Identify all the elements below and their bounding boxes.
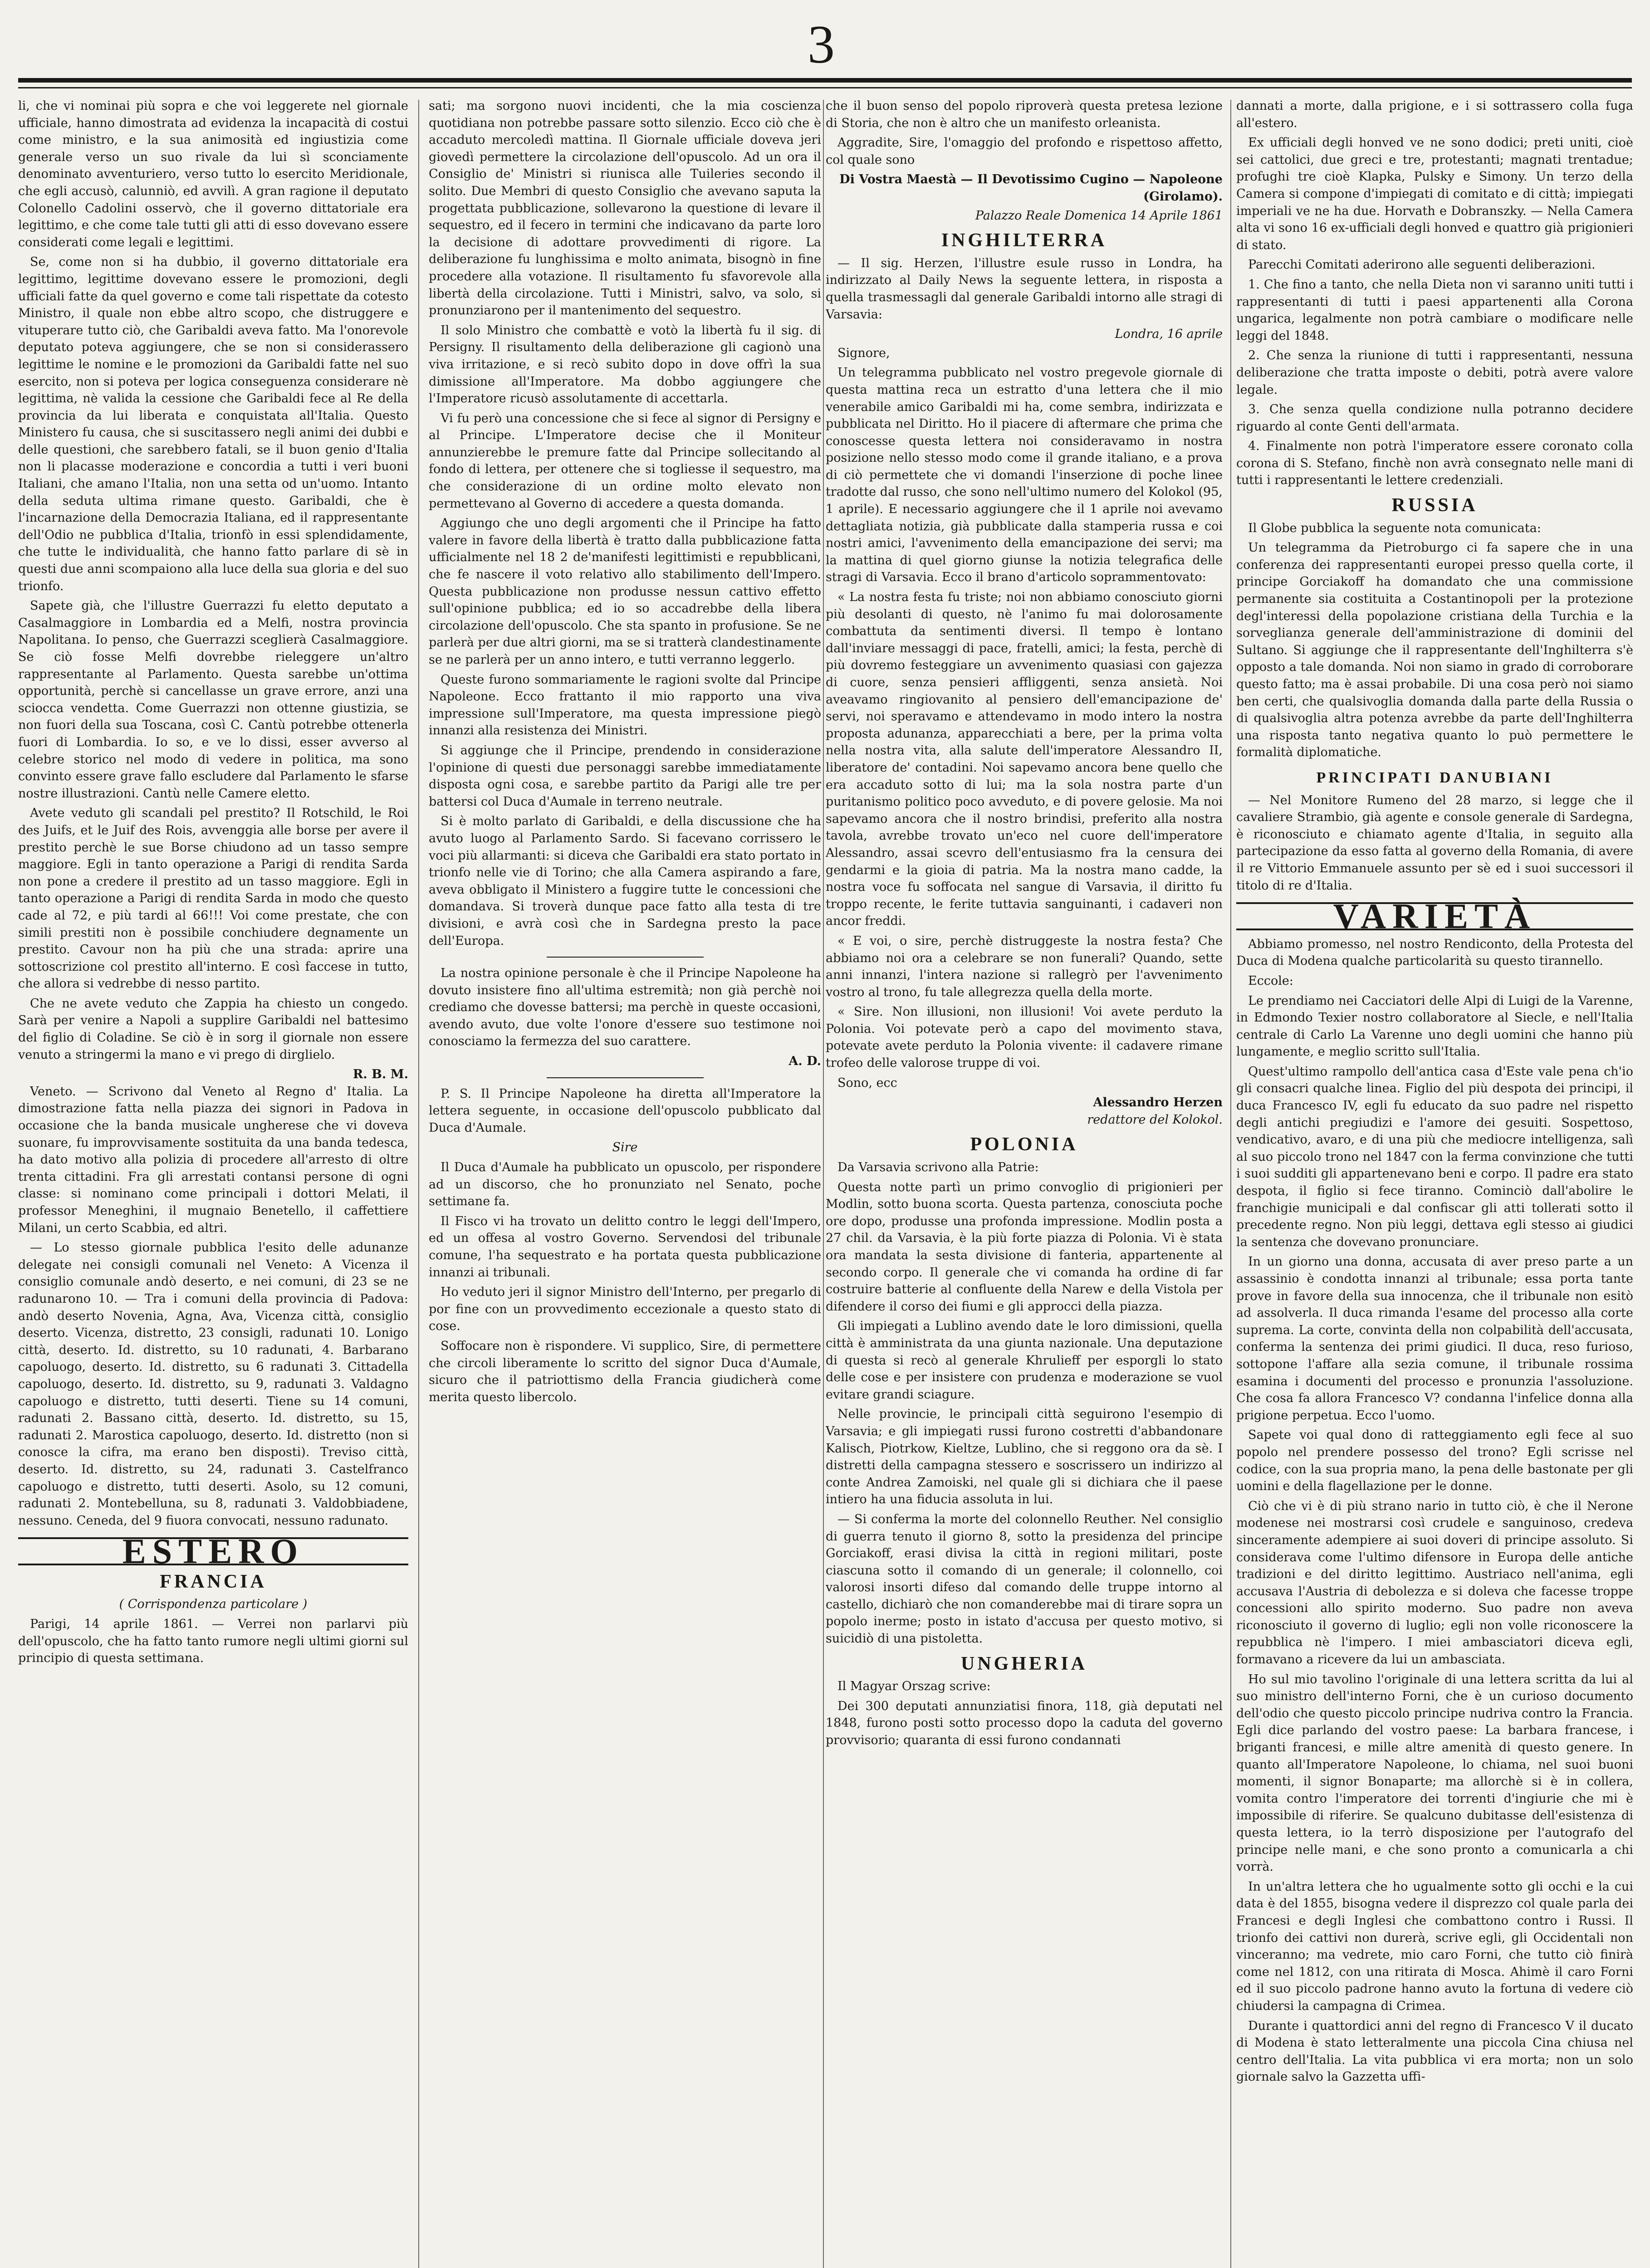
- paragraph: P. S. Il Principe Napoleone ha diretta all'Imperatore la lettera seguente, in occasione dell'opuscolo pubblicato dal Duca d'Aumale.: [429, 1086, 821, 1135]
- signature: Alessandro Herzen: [1093, 1095, 1223, 1110]
- paragraph: Gli impiegati a Lublino avendo date le loro dimissioni, quella città è amministrata da una giunta nazionale. Una deputazione di questa si recò al generale Khrulieff per esporgli lo stato delle cose e per insistere con prudenza e moderazione se vuol evitare grandi sciagure.: [826, 1319, 1223, 1402]
- paragraph: Se, come non si ha dubbio, il governo dittatoriale era legittimo, legittime dovevano essere le promozioni, degli ufficiali fatte da quel governo e come tali rispettate da cotesto Ministro, il quale non ebbe altro scopo, che distruggere e vituperare tutto ciò, che Garibaldi aveva fatto. Ma l'onorevole deputato poteva aggiungere, che se non si considerassero legittime le nomine e le promozioni da Garibaldi fatte nel suo esercito, non si poteva per logica conseguenza considerare nè legittima, nè valida la cessione che Garibaldi fece al Re della provincia da lui liberata e conquistata all'Italia. Questo Ministero fu causa, che si suscitassero negli animi dei dubbi e delle questioni, che sarebbero fatali, se il buon genio d'Italia non li placasse moderazione e concordia a tutti i veri buoni Italiani, che amano l'Italia, non una setta od un'uomo. Intanto della seduta ultima rimane questo. Garibaldi, che è l'incarnazione della Democrazia Italiana, ed il rappresentante dell'Odio ne pubblica d'Italia, trionfò in essi splendidamente, che tutte le individualità, che hanno fatto parlare di sè in questi due anni scompaiono alla luce della sua gloria e del suo trionfo.: [18, 255, 408, 593]
- paragraph: 3. Che senza quella condizione nulla potranno decidere riguardo al conte Genti dell'armata.: [1236, 402, 1633, 434]
- paragraph: Parecchi Comitati aderirono alle seguenti deliberazioni.: [1248, 258, 1596, 272]
- paragraph: Parigi, 14 aprile 1861. — Verrei non parlarvi più dell'opuscolo, che ha fatto tanto rumore negli ultimi giorni sul principio di questa settimana.: [18, 1617, 408, 1666]
- section-heading-inghilterra: INGHILTERRA: [941, 230, 1107, 251]
- paragraph: 1. Che fino a tanto, che nella Dieta non vi saranno uniti tutti i rappresentanti di tutti i paesi appartenenti alla Corona ungarica, legalmente non potrà cambiare o modificare nelle leggi del 1848.: [1236, 277, 1633, 343]
- section-heading-estero: ESTERO: [18, 1537, 408, 1565]
- paragraph: Durante i quattordici anni del regno di Francesco V il ducato di Modena è stato letteralmente una piccola Cina chiusa nel centro dell'Italia. La vita pubblica vi era morta; non un solo giornale salvo la Gazzetta uffi-: [1236, 2019, 1633, 2084]
- paragraph: Il Globe pubblica la seguente nota comunicata:: [1248, 521, 1541, 535]
- paragraph: Sapete voi qual dono di ratteggiamento egli fece al suo popolo nel prendere possesso del trono? Egli scrisse nel codice, con la sua propria mano, la pena delle bastonate per gli uomini e della flagellazione per le donne.: [1236, 1428, 1633, 1494]
- column-divider: [1230, 100, 1231, 2268]
- paragraph: Ho veduto jeri il signor Ministro dell'Interno, per pregarlo di por fine con un provvedimento eccezionale a questo stato di cose.: [429, 1285, 821, 1334]
- paragraph: — Nel Monitore Rumeno del 28 marzo, si legge che il cavaliere Strambio, già agente e console generale di Sardegna, è riconosciuto e chiamato agente d'Italia, in seguito alla partecipazione da esso fatta al governo della Romania, di avere il re Vittorio Emmanuele assunto per sè ed i suoi successori il titolo di re d'Italia.: [1236, 793, 1633, 893]
- paragraph: Il solo Ministro che combattè e votò la libertà fu il sig. di Persigny. Il risultamento della deliberazione gli cagionò una viva irritazione, e si recò subito dopo in dove offrì la sua dimissione all'Imperatore. Ma dobbo aggiungere che l'Imperatore ricusò assolutamente di accettarla.: [429, 323, 821, 406]
- paragraph: La nostra opinione personale è che il Principe Napoleone ha dovuto insistere fino all'ultima estremità; non già perchè noi crediamo che dovesse battersi; ma perchè in queste occasioni, avendo avuto, due volte l'onore d'essere suo testimone noi conosciamo la fermezza del suo carattere.: [429, 966, 821, 1049]
- salutation: Signore,: [837, 346, 890, 360]
- separator: [547, 1077, 704, 1078]
- paragraph: Ciò che vi è di più strano nario in tutto ciò, è che il Nerone modenese nei mostrarsi così crudele e sanguinoso, credeva sinceramente adempiere ai suoi doveri di principe assoluto. Si considerava come l'ultimo difensore in Europa delle antiche tradizioni e del diritto legittimo. Austriaco nell'anima, egli accusava l'Austria di debolezza e si doleva che facesse troppe concessioni allo spirito moderno. Suo padre non aveva riconosciuto il governo di luglio; egli non volle riconoscere la repubblica nè l'impero. I miei ambasciatori diceva egli, formavano a ricevere da lui un ambasciata.: [1236, 1499, 1633, 1667]
- column-1: [18, 98, 408, 2268]
- signature-title: redattore del Kolokol.: [1087, 1112, 1223, 1127]
- paragraph: Un telegramma pubblicato nel vostro pregevole giornale di questa mattina reca un estratto d'una lettera che il mio venerabile amico Garibaldi mi ha, come sembra, indirizzata e pubblicata nel Diritto. Ho il piacere di aftermare che prima che conoscesse questa lettera noi consideravamo in nostra posizione nello stesso modo come il grande italiano, e a prova di ciò permettete che vi domandi l'inserzione di poche linee tradotte dal russo, che sono nell'ultimo numero del Kolokol (95, 1 aprile). E necessario aggiungere che il 1 aprile noi avevamo dettagliata notizia, già pubblicate dalla stamperia russa e coi nostri amici, l'avvenimento della emancipazione dei servi; ma la mattina di quel giorno giunse la notizia telegrafica delle stragi di Varsavia. Ecco il brano d'articolo soprammentovato:: [826, 366, 1223, 585]
- paragraph: Avete veduto gli scandali pel prestito? Il Rotschild, le Roi des Juifs, et le Juif des Rois, avvenggia alle borse per avere il prestito perchè le sue Borse chiudono ad un tasso sempre maggiore. Egli in tanto operazione a Parigi di rendita Sarda non pone a credere il prestito ad un tasso maggiore. Egli in tanto operazione a Parigi di rendita Sarda in modo che questo cade al 72, e più tardi al 66!!! Voi come prestate, che con simili prestiti non è possibile conchiudere degnamente un prestito. Cavour non ha più che una strada: aprire una sottoscrizione col prestito all'interno. E così faccese in tutto, che allora si vedrebbe di nesso partito.: [18, 806, 408, 991]
- header-rule-thin: [18, 87, 1632, 88]
- column-4: [1236, 98, 1633, 2268]
- paragraph: In un giorno una donna, accusata di aver preso parte a un assassinio è condotta innanzi al tribunale; essa porta tante prove in favore della sua innocenza, che il tribunale non esitò ad assolverla. Il duca rimanda l'esame del processo alla corte suprema. La corte, convinta della non colpabilità dell'accusata, conferma la sentenza dei primi giudici. Il duca, reso furioso, sottopone l'affare alla sezia comune, il tribunale rossima esamina i documenti del processo e pronunzia l'assoluzione. Che cosa fa allora Francesco V? condanna l'infelice donna alla prigione perpetua. Ecco l'uomo.: [1236, 1255, 1633, 1422]
- paragraph: 2. Che senza la riunione di tutti i rappresentanti, nessuna deliberazione che tratta imposte o debiti, potrà avere valore legale.: [1236, 348, 1633, 397]
- paragraph: Il Duca d'Aumale ha pubblicato un opuscolo, per rispondere ad un discorso, che ho pronunziato nel Senato, poche settimane fa.: [429, 1160, 821, 1209]
- paragraph: In un'altra lettera che ho ugualmente sotto gli occhi e la cui data è del 1855, bisogna vedere il disprezzo col quale parla dei Francesi e degli Inglesi che combattono contro i Russi. Il trionfo dei cattivi non durerà, scrive egli, gli Occidentali non vinceranno; ma vedrete, mio caro Forni, che tutto ciò finirà come nel 1812, con una ritirata di Mosca. Ahimè il caro Forni ed il suo piccolo padrone hanno avuto la fortuna di vedere ciò chiudersi la campagna di Crimea.: [1236, 1879, 1633, 2013]
- paragraph: Il Fisco vi ha trovato un delitto contro le leggi dell'Impero, ed un offesa al vostro Governo. Servendosi del tribunale comune, l'ha sequestrato e ha portata questa pubblicazione innanzi ai tribunali.: [429, 1214, 821, 1280]
- paragraph: Veneto. — Scrivono dal Veneto al Regno d' Italia. La dimostrazione fatta nella piazza dei signori in Padova in occasione che la banda musicale ungherese che vi doveva suonare, fu improvvisamente sostituita da una banda tedesca, ha dato motivo alla polizia di procedere all'arresto di oltre trenta cittadini. Fra gli arrestati contansi persone di ogni classe: si nominano come principali i dottori Melati, il professor Meneghini, il mugnaio Benetello, il caffettiere Milani, un certo Scabbia, ed altri.: [18, 1084, 408, 1235]
- paragraph: Si è molto parlato di Garibaldi, e della discussione che ha avuto luogo al Parlamento Sardo. Si facevano corrissero le voci più allarmanti: si diceva che Garibaldi era stato portato in trionfo nelle vie di Torino; che alla Camera aspirando a fare, aveva obbligato il Ministero a fuggire tutte le concessioni che domandava. Si troverà dunque pace fatto alla testa di tre divisioni, e avrà così che in Sardegna presto la pace dell'Europa.: [429, 814, 821, 948]
- paragraph: Un telegramma da Pietroburgo ci fa sapere che in una conferenza dei rappresentanti europei presso quella corte, il principe Gorciakoff ha domandato che una commissione permanente sia costituita a Costantinopoli per la protezione degl'interessi della popolazione cristiana della Turchia e la sorveglianza generale dell'amministrazione di dominii del Sultano. Si aggiunge che il rappresentante dell'Inghilterra s'è opposto a tale domanda. Noi non siamo in grado di corroborare questo fatto; ma è assai probabile. Di una cosa però noi siamo ben certi, che qualsivoglia domanda dalla parte della Russia o di qualsivoglia altra potenza avrebbe da parte dell'Inghilterra una risposta tanto negativa quanto lo può permettere le formalità diplomatiche.: [1236, 541, 1633, 760]
- page-number: 3: [808, 14, 835, 74]
- section-heading-francia: FRANCIA: [160, 1571, 267, 1592]
- paragraph: « Sire. Non illusioni, non illusioni! Voi avete perduto la Polonia. Voi potevate però a capo del movimento stava, potevate avete perduto la Polonia vivente: il cadavere rimane trofeo delle valorose truppe di voi.: [826, 1005, 1223, 1070]
- column-3: [826, 98, 1223, 2268]
- section-heading-principati: PRINCIPATI DANUBIANI: [1316, 769, 1553, 786]
- column-2: [429, 98, 821, 2268]
- paragraph: Aggradite, Sire, l'omaggio del profondo e rispettoso affetto, col quale sono: [826, 136, 1223, 167]
- column-divider: [823, 100, 824, 2268]
- paragraph: Quest'ultimo rampollo dell'antica casa d'Este vale pena ch'io gli consacri qualche linea. Figlio del più despota dei principi, il duca Francesco IV, egli fu educato da suo padre nel rispetto degli antichi pregiudizi e l'amore dei gesuiti. Sospettoso, vendicativo, avaro, e di una più che mediocre intelligenza, salì al suo piccolo trono nel 1847 con la ferma convinzione che tutti i suoi sudditi gli appartenevano beni e corpo. Il padre era stato despota, il figlio si fece tiranno. Cominciò dall'abolire le franchigie municipali e dal confiscar gli atti tollerati sotto il precedente regno. Non più leggi, dettava egli stesso ai giudici la sentenza che dovevano pronunciare.: [1236, 1064, 1633, 1249]
- paragraph: Ex ufficiali degli honved ve ne sono dodici; preti uniti, cioè sei cattolici, due greci e tre, protestanti; magnati trentadue; profughi tre cioè Klapka, Pulsky e Simony. Un terzo della Camera si compone d'impiegati di comitato e di città; impiegati imperiali ve ne ha due. Horvath e Dobranszky. — Nella Camera alta vi sono 16 ex-ufficiali degli honved e quattro già prigionieri di stato.: [1236, 136, 1633, 252]
- paragraph: Dei 300 deputati annunziatisi finora, 118, già deputati nel 1848, furono posti sotto processo dopo la caduta del governo provvisorio; quaranta di essi furono condannati: [826, 1699, 1223, 1748]
- paragraph: dannati a morte, dalla prigione, e i si sottrassero colla fuga all'estero.: [1236, 99, 1633, 130]
- section-heading-polonia: POLONIA: [970, 1134, 1078, 1155]
- paragraph: Aggiungo che uno degli argomenti che il Principe ha fatto valere in favore della libertà è tratto dalla pubblicazione fatta ufficialmente nel 18 2 de'manifesti legittimisti e repubblicani, che fe nascere il voto relativo allo stabilimento dell'Impero. Questa pubblicazione non produsse nessun cattivo effetto sull'opinione pubblica; ed io so accadrebbe della libera circolazione dell'opuscolo. Che sta spanto in profusione. Se ne parlerà per due altri giorni, ma se si tratterà clandestinamente se ne parlerà per un anno intero, e tutti verranno leggerlo.: [429, 516, 821, 667]
- paragraph: — Lo stesso giornale pubblica l'esito delle adunanze delegate nei consigli comunali nel Veneto: A Vicenza il consiglio comunale andò deserto, e nei comuni, di 23 se ne radunarono 10. — Tra i comuni della provincia di Padova: andò deserto Novenia, Agna, Ava, Vicenza città, consiglio deserto. Vicenza, distretto, 23 consigli, radunati 10. Lonigo città, deserto. Id. distretto, su 10 radunati, 4. Barbarano capoluogo, deserto. Id. distretto, su 6 radunati 3. Cittadella capoluogo, deserto. Id. distretto, su 9, radunati 3. Valdagno capoluogo e distretto, tutti deserti. Tiene su 14 comuni, radunati 2. Bassano città, deserto. Id. distretto, su 15, radunati 2. Marostica capoluogo, deserto. Id. distretto (non si conosce la cifra, ma erano ben disposti). Treviso città, deserto. Id. distretto, su 24, radunati 3. Castelfranco capoluogo e distretto, tutti deserti. Asolo, su 12 comuni, radunati 2. Montebelluna, su 8, radunati 3. Valdobbiadene, nessuno. Ceneda, del 9 fiuora convocati, nessuno radunato.: [18, 1241, 408, 1528]
- section-heading-russia: RUSSIA: [1391, 495, 1478, 516]
- paragraph: li, che vi nominai più sopra e che voi leggerete nel giornale ufficiale, hanno dimostrata ad evidenza la incapacità di costui come ministro, e la sua animosità ed ingiustizia come generale verso un suo rivale da lui sì sconciamente denominato avventuriero, verso tutto lo esercito Meridionale, che egli accusò, calunniò, ed avvilì. A gran ragione il deputato Colonello Cadolini osservò, che il governo dittatoriale era legittimo, e che come tale tutti gli atti di esso dovevano essere considerati come legali e legittimi.: [18, 99, 408, 249]
- separator: [547, 957, 704, 958]
- paragraph: Ho sul mio tavolino l'originale di una lettera scritta da lui al suo ministro dell'interno Forni, che è un curioso documento dell'odio che questo piccolo principe nudriva contro la Francia. Egli dice parlando del vostro paese: La barbara francese, i briganti francesi, e mille altre amenità di questo genere. In quanto all'Imperatore Napoleone, lo chiama, nel suoi buoni momenti, il signor Bonaparte; ma allorchè si è in collera, vomita contro l'imperatore dei torrenti d'ingiurie che mi è impossibile di riferire. Se qualcuno dubitasse dell'esistenza di questa lettera, io la terrò disposizione per l'autografo del principe nelle mani, e che sono pronto a comunicarla a chi vorrà.: [1236, 1672, 1633, 1874]
- paragraph: Queste furono sommariamente le ragioni svolte dal Principe Napoleone. Ecco frattanto il mio rapporto una viva impressione sull'Imperatore, ma questa impressione piegò innanzi alla resistenza dei Ministri.: [429, 672, 821, 738]
- paragraph: Che ne avete veduto che Zappia ha chiesto un congedo. Sarà per venire a Napoli a supplire Garibaldi nel battesimo del figlio di Coladine. Se ciò è in sorg il giornale non essere venuto a stringermi la mano e vi prego di dirglielo.: [18, 996, 408, 1062]
- salutation: Sire: [612, 1140, 638, 1155]
- paragraph: « E voi, o sire, perchè distruggeste la nostra festa? Che abbiamo noi ora a celebrare se non funerali? Quando, sette anni innanzi, l'intera nazione si rallegrò per l'avvenimento vostro al trono, fu tale allegrezza quella della morte.: [826, 934, 1223, 999]
- header-rule: [18, 78, 1632, 83]
- paragraph: — Si conferma la morte del colonnello Reuther. Nel consiglio di guerra tenuto il giorno 8, sotto la presidenza del principe Gorciakoff, erasi divisa la città in regioni militari, poste ciascuna sotto il comando di un generale; il colonnello, coi valorosi insorti difeso dal comando delle truppe intorno al castello, dichiarò che non comanderebbe mai di tirare sopra un popolo inerme; posto in istato d'accusa per questo motivo, si suicidiò di una pistoletta.: [826, 1512, 1223, 1646]
- section-heading-ungheria: UNGHERIA: [960, 1653, 1088, 1674]
- paragraph: Si aggiunge che il Principe, prendendo in considerazione l'opinione di questi due personaggi sarebbe immediatamente disposta ogni cosa, e sarebbe partito da Parigi alle tre per battersi col Duca d'Aumale in terreno neutrale.: [429, 743, 821, 809]
- paragraph: Le prendiamo nei Cacciatori delle Alpi di Luigi de la Varenne, in Edmondo Texier nostro collaboratore al Siecle, e nell'Italia centrale di Carlo La Varenne uno degli uomini che hanno più lungamente, e meglio scritto sull'Italia.: [1236, 993, 1633, 1059]
- paragraph: Vi fu però una concessione che si fece al signor di Persigny e al Principe. L'Imperatore decise che il Moniteur annunzierebbe le premure fatte dal Principe sollecitando al fondo di lettera, per ottenere che si togliesse il sequestro, ma che considerazione di un ordine molto elevato non permettevano al Governo di accedere a questa domanda.: [429, 411, 821, 511]
- paragraph: Sono, ecc: [837, 1075, 897, 1090]
- signature: Di Vostra Maestà — Il Devotissimo Cugino — Napoleone (Girolamo).: [839, 172, 1223, 204]
- section-heading-varieta: VARIETÀ: [1236, 902, 1633, 930]
- signature: R. B. M.: [353, 1067, 408, 1082]
- paragraph: Questa notte partì un primo convoglio di prigionieri per Modlin, sotto buona scorta. Questa partenza, conosciuta poche ore dopo, produsse una profonda impressione. Modlin posta a 27 chil. da Varsavia, è la più forte piazza di Polonia. Vi è stata ora mandata la sesta divisione di fanteria, appartenente al secondo corpo. Il generale che vi comanda ha ordine di far costruire batterie al confluente della Narew e della Vistola per difendere il corso dei fiumi e gli approcci della piazza.: [826, 1180, 1223, 1314]
- paragraph: Il Magyar Orszag scrive:: [837, 1679, 991, 1694]
- column-divider: [418, 100, 419, 2268]
- paragraph: — Il sig. Herzen, l'illustre esule russo in Londra, ha indirizzato al Daily News la seguente lettera, in risposta a quella trasmessagli dal generale Garibaldi intorno alle stragi di Varsavia:: [826, 256, 1223, 322]
- paragraph: Nelle provincie, le principali città seguirono l'esempio di Varsavia; e gli impiegati russi furono costretti d'abbandonare Kalisch, Piotrkow, Kieltze, Lublino, che si reggono ora da sè. I distretti della campagna stessero e soscrissero un indirizzo al conte Andrea Zamoiski, nel quale gli si dichiara che il paese intiero ha una fiducia assoluta in lui.: [826, 1407, 1223, 1507]
- paragraph: Sapete già, che l'illustre Guerrazzi fu eletto deputato a Casalmaggiore in Lombardia ed a Melfi, nostra provincia Napolitana. Io penso, che Guerrazzi sceglierà Casalmaggiore. Se ciò fosse Melfi dovrebbe rieleggere un'altro rappresentante al Parlamento. Questa sarebbe un'ottima opportunità, perchè si cancellasse un grave errore, anzi una sciocca vendetta. Come Guerrazzi non ottenne giustizia, se non fuori della sua Toscana, così C. Cantù potrebbe ottenerla fuori di Lombardia. Io so, e ve lo dissi, esser avverso al celebre storico nel modo di vedere in politica, ma sono convinto essere grave fallo escludere dal Parlamento le sfarse nostre illustrazioni. Cantù nelle Camere eletto.: [18, 599, 408, 801]
- paragraph: Soffocare non è rispondere. Vi supplico, Sire, di permettere che circoli liberamente lo scritto del signor Duca d'Aumale, sicuro che il patriottismo della Francia giudicherà come merita questo libercolo.: [429, 1339, 821, 1404]
- paragraph: Eccole:: [1248, 973, 1293, 988]
- dateline: Londra, 16 aprile: [1115, 327, 1223, 342]
- section-subheading: ( Corrispondenza particolare ): [119, 1597, 308, 1612]
- paragraph: che il buon senso del popolo riproverà questa pretesa lezione di Storia, che non è altro che un manifesto orleanista.: [826, 99, 1223, 130]
- dateline: Palazzo Reale Domenica 14 Aprile 1861: [975, 208, 1223, 223]
- paragraph: Abbiamo promesso, nel nostro Rendiconto, della Protesta del Duca di Modena qualche particolarità su questo tirannello.: [1236, 937, 1633, 968]
- paragraph: « La nostra festa fu triste; noi non abbiamo conosciuto giorni più desolanti di questo, nè l'animo fu mai dolorosamente combattuta da sentimenti diversi. Il tempo è lontano dall'inviare messaggi di pace, fratelli, amici; la festa, perchè di più dovremo festeggiare un avvenimento quasiasi con gajezza di cuore, senza pensieri affliggenti, senza ansietà. Noi aveavamo ringiovanito al pensiero dell'emancipazione de' servi, noi speravamo e attendevamo in modo intero la nostra proposta adunanza, apparecchiati a bere, per la prima volta nella nostra vita, alla salute dell'imperatore Alessandro II, liberatore de' contadini. Noi sapevamo ancora bene quello che era accaduto sotto di lui; ma la sola nostra parte d'un puritanismo politico poco avveduto, e di povere gelosie. Ma noi sapevamo ancora che il nostro brindisi, preferito alla nostra tavola, avrebbe trovato un'eco nel cuore dell'imperatore Alessandro, assai scevro dell'entusiasmo fra la censura dei gendarmi e la gioia di patria. Ma la nostra mano cadde, la nostra voce fu soffocata nel sangue di Varsavia, il diritto fu troppo recente, le ferite tuttavia sanguinanti, i cadaveri non ancor freddi.: [826, 590, 1223, 929]
- paragraph: Da Varsavia scrivono alla Patrie:: [837, 1160, 1039, 1175]
- paragraph: sati; ma sorgono nuovi incidenti, che la mia coscienza quotidiana non potrebbe passare sotto silenzio. Ecco ciò che è accaduto mercoledì mattina. Il Giornale ufficiale doveva jeri giovedì permettere la circolazione dell'opuscolo. Ad un ora il Consiglio de' Ministri si riunisca alle Tuileries secondo il solito. Due Membri di questo Consiglio che avevano saputa la progettata pubblicazione, sollevarono la questione di levare il sequestro, ed il fecero in termini che indicavano da parte loro la decisione di adottare provvedimenti di rigore. La deliberazione fu lunghissima e molto animata, bisognò in fine procedere alla votazione. Il risultamento fu sfavorevole alla libertà della circolazione. Tutti i Ministri, salvo, va solo, si pronunziarono per il mantenimento del sequestro.: [429, 99, 821, 318]
- signature: A. D.: [788, 1054, 821, 1069]
- paragraph: 4. Finalmente non potrà l'imperatore essere coronato colla corona di S. Stefano, finchè non avrà consegnato nelle mani di tutti i rappresentanti le lettere credenziali.: [1236, 439, 1633, 488]
